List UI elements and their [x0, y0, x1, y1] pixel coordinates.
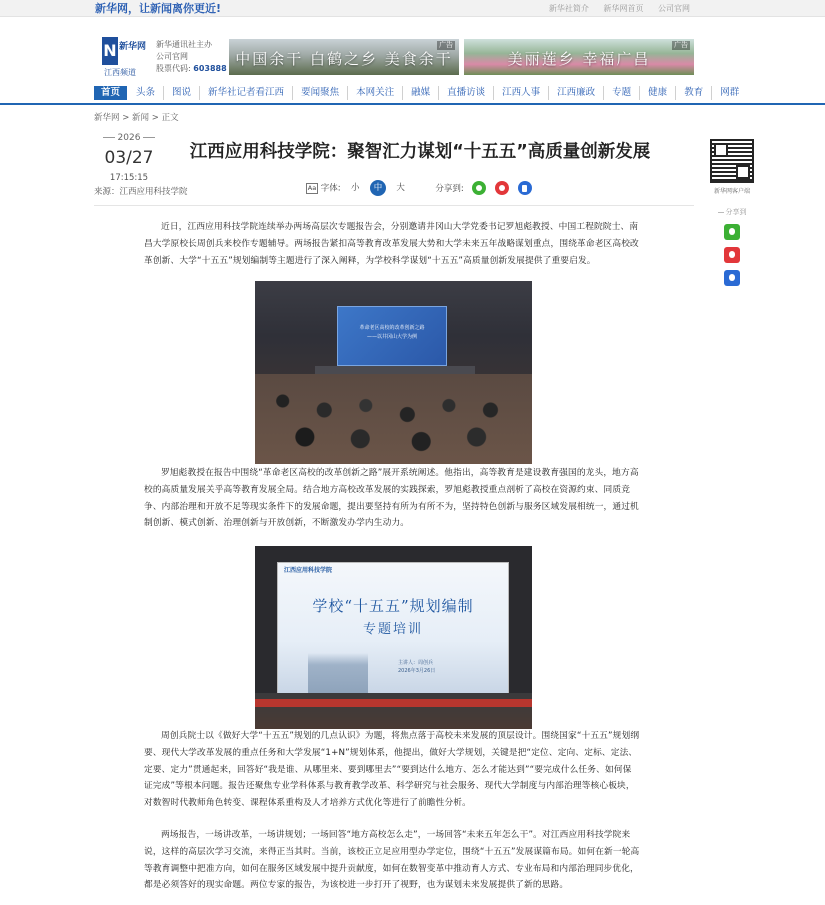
nav-item-headlines[interactable]: 头条: [128, 86, 164, 100]
logo-name: 新华网: [119, 42, 147, 52]
top-link-home[interactable]: 新华网首页: [603, 4, 644, 13]
stock-code: [156, 63, 227, 75]
title-divider: [94, 205, 694, 206]
banner-text: 美丽莲乡 幸福广昌: [507, 50, 651, 68]
screen-subtitle: 专题培训: [362, 622, 423, 637]
qr-code-icon: [710, 139, 754, 183]
breadcrumb-current: 正文: [161, 113, 179, 123]
building-graphic: [308, 653, 368, 693]
screen-date: 2026年3月26日: [398, 668, 436, 674]
ad-banner-yugan[interactable]: [229, 39, 459, 75]
corp-info: [156, 39, 227, 75]
screen-speaker: 主讲人：周创兵: [398, 660, 434, 666]
corp-line2[interactable]: 公司官网: [156, 52, 188, 61]
article-paragraph: 周创兵院士以《做好大学“十五五”规划的几点认识》为题，将焦点落于高校未来发展的顶层设计。围绕国家“十五五”规划纲要、现代大学改革发展的重点任务和大学发展“1+N”规划体系，他提出，做好大学规划，关键是把“定位、定向、定标、定法、定要、定力”贯通起来，回答好“我是谁、从哪里来、要到哪里去”“要到达什么地方、怎么才能达到”“要完成什么任务、如何保证完成”等根本问题。报告还聚焦专业学科体系与教育教学改革、科学研究与社会服务、现代大学制度与内部治理等核心板块，对数智时代教师角色转变、课程体系重构及人才培养方式优化等进行了前瞻性分析。: [144, 731, 640, 809]
share-sidebar: [709, 139, 755, 286]
banner-text: 中国余干 白鹤之乡 美食余干: [235, 50, 453, 68]
site-header: [0, 17, 825, 83]
font-size-medium[interactable]: 中: [370, 180, 386, 196]
publish-time: 17:15:15: [109, 173, 149, 183]
ad-badge: 广告: [439, 41, 453, 49]
font-size-large[interactable]: 大: [396, 183, 405, 193]
share-label: 分享到:: [435, 183, 464, 194]
article-paragraph: 近日，江西应用科技学院连续举办两场高层次专题报告会，分别邀请井冈山大学党委书记罗旭彪教授、中国工程院院士、南昌大学原校长周创兵来校作专题辅导。两场报告紧扣高等教育改革发展大势和大学未来五年战略谋划重点，围绕革命老区高校改革创新、大学“十五五”规划编制等主题进行了深入阐释，为学校科学谋划“十五五”高质量创新发展提供了重要启发。: [144, 222, 639, 266]
projection-screen: [337, 306, 447, 366]
nav-item-reporters[interactable]: 新华社记者看江西: [200, 86, 293, 100]
ad-banner-guangchang[interactable]: [464, 39, 694, 75]
font-size-icon: Aa: [307, 183, 317, 192]
breadcrumb: [94, 113, 179, 124]
logo-mark: [102, 37, 146, 65]
wechat-icon[interactable]: [472, 181, 486, 195]
top-links: [537, 3, 690, 15]
publish-year: 2026: [94, 133, 164, 144]
top-link-about[interactable]: 新华社简介: [548, 4, 589, 13]
nav-item-personnel[interactable]: 江西人事: [494, 86, 549, 100]
publish-monthday: 03/27: [104, 148, 154, 168]
screen-subtitle: ——以井冈山大学为例: [366, 334, 417, 340]
mobile-icon[interactable]: [724, 270, 740, 286]
sidebar-share-label: 分享到: [709, 208, 755, 217]
nav-item-home[interactable]: 首页: [94, 86, 127, 100]
nav-item-integrity[interactable]: 江西廉政: [549, 86, 604, 100]
nav-item-focus[interactable]: 要闻聚焦: [293, 86, 348, 100]
nav-item-live[interactable]: 直播访谈: [439, 86, 494, 100]
podium: [255, 693, 532, 729]
stock-code-value: 603888: [193, 64, 227, 73]
nav-item-health[interactable]: 健康: [640, 86, 676, 100]
weibo-icon[interactable]: [724, 247, 740, 263]
top-bar: [0, 0, 825, 17]
site-slogan: 新华网，让新闻离你更近!: [95, 2, 222, 15]
nav-item-attention[interactable]: 本网关注: [348, 86, 403, 100]
xinhua-logo[interactable]: [102, 37, 147, 81]
breadcrumb-home[interactable]: 新华网: [94, 113, 120, 123]
screen-title: 革命老区高校的改革创新之路: [359, 325, 425, 331]
nav-item-education[interactable]: 教育: [676, 86, 712, 100]
projection-screen: [277, 562, 509, 694]
wechat-icon[interactable]: [724, 224, 740, 240]
article-title: 江西应用科技学院：聚智汇力谋划“十五五”高质量创新发展: [189, 142, 651, 162]
logo-channel: 江西频道: [104, 68, 136, 77]
top-link-company[interactable]: 公司官网: [658, 4, 690, 13]
screen-header: 江西应用科技学院: [284, 567, 333, 574]
article-photo-training: [255, 546, 532, 729]
article-paragraph: 两场报告，一场讲改革，一场讲规划；一场回答“地方高校怎么走”，一场回答“未来五年怎么干”。对江西应用科技学院来说，这样的高层次学习交流，来得正当其时。当前，该校正立足应用型办学定位，围绕“十五五”发展谋篇布局。如何在新一轮高等教育调整中把准方向，如何在服务区域发展中提升贡献度，如何在数智变革中推动育人方式、专业布局和内部治理同步优化，都是必须答好的现实命题。两位专家的报告，为该校进一步打开了视野，也为谋划未来发展提供了新的思路。: [144, 830, 640, 891]
publish-date: [94, 133, 164, 184]
weibo-icon[interactable]: [495, 181, 509, 195]
main-nav: [0, 83, 825, 105]
breadcrumb-sep: >: [149, 113, 162, 123]
corp-line1: 新华通讯社主办: [156, 40, 212, 49]
breadcrumb-sep: >: [119, 113, 133, 123]
nav-item-network[interactable]: 网群: [720, 87, 740, 98]
mobile-icon[interactable]: [518, 181, 532, 195]
font-label: 字体:: [320, 183, 341, 194]
ad-badge: 广告: [674, 41, 688, 49]
nav-item-topics[interactable]: 专题: [604, 86, 640, 100]
audience: [255, 374, 532, 464]
article-tools: [306, 180, 532, 196]
font-size-small[interactable]: 小: [351, 183, 360, 193]
logo-letter: N: [102, 37, 118, 65]
article-paragraph: 罗旭彪教授在报告中围绕“革命老区高校的改革创新之路”展开系统阐述。他指出，高等教育是建设教育强国的龙头，地方高校的高质量发展关乎高等教育发展全局。结合地方高校改革发展的实践探索，罗旭彪教授重点剖析了高校在资源约束、同质竞争、内部治理和开放不足等现实条件下的发展命题，提出要坚持有所为有所不为，坚持特色创新与服务区域发展相统一，通过机制创新、模式创新、治理创新与开放创新，不断激发办学内生动力。: [144, 468, 639, 529]
stock-code-label: 股票代码:: [156, 64, 191, 73]
article-source: 来源：江西应用科技学院: [94, 187, 188, 197]
nav-item-photos[interactable]: 图说: [164, 86, 200, 100]
qr-label: 新华网客户端: [713, 188, 750, 195]
nav-item-media[interactable]: 融媒: [403, 86, 439, 100]
screen-title: 学校“十五五”规划编制: [312, 597, 474, 615]
article-photo-lecture: [255, 281, 532, 464]
breadcrumb-news[interactable]: 新闻: [132, 113, 150, 123]
